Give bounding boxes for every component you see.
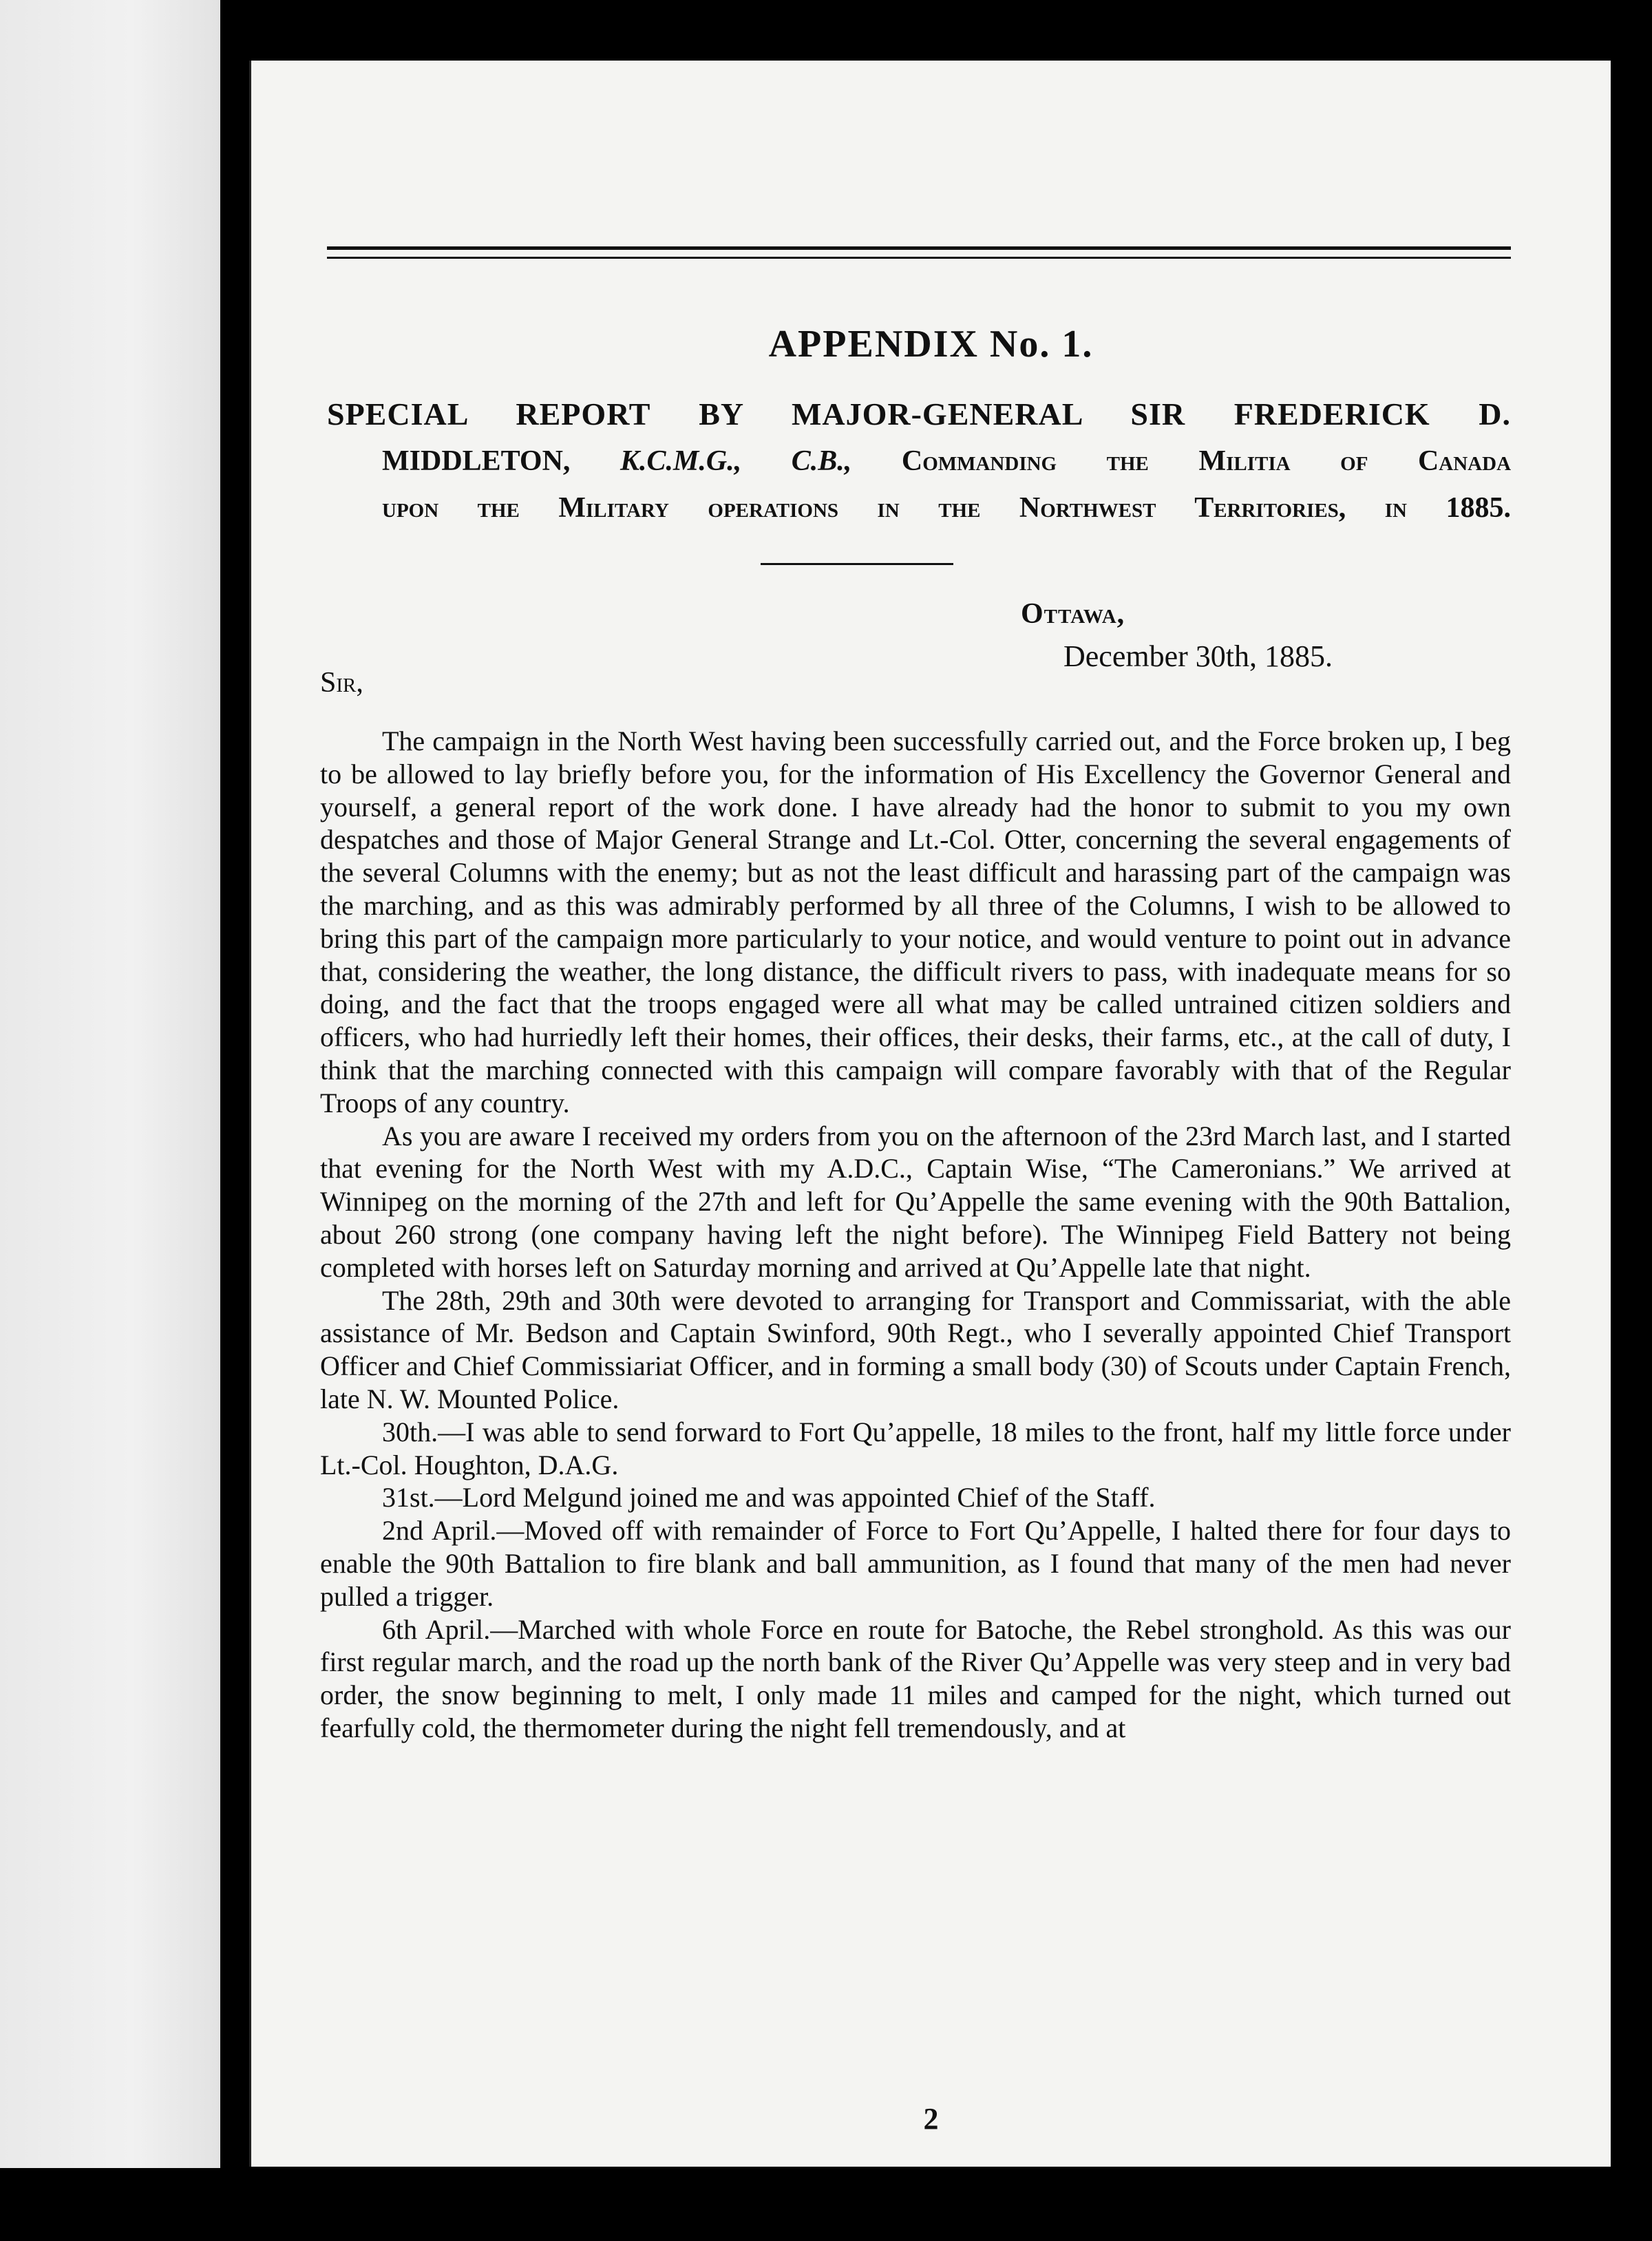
report-body [320, 725, 1511, 1745]
page-number: 2 [923, 2102, 939, 2136]
paragraph: 6th April.—Marched with whole Force en route for Batoche, the Rebel stronghold. As this was our first regular march, and the road up the north bank of the River Qu’Appelle was very steep and in very bad order, the snow beginning to melt, I only made 11 miles and camped for the night, which turned out fearfully cold, the thermometer during the night fell tremendously, and at [320, 1613, 1511, 1743]
heading-line-1: SPECIAL REPORT BY MAJOR-GENERAL SIR FREDERICK D. [327, 396, 1511, 432]
heading-line-3: upon the Military operations in the Northwest Territories, in 1885. [382, 492, 1511, 524]
paragraph: 31st.—Lord Melgund joined me and was appointed Chief of the Staff. [382, 1482, 1156, 1514]
letter-salutation: Sir, [320, 667, 363, 699]
appendix-title: APPENDIX No. 1. [768, 323, 1094, 365]
report-heading [327, 391, 1511, 531]
heading-name: MIDDLETON, [382, 445, 571, 477]
paragraph: The campaign in the North West having been successfully carried out, and the Force broken up, I beg to be allowed to lay briefly before you, for the information of His Excellency the Governor General and yourself, a general report of the work done. I have already had the honor to submit to you my own despatches and those of Major General Strange and Lt.-Col. Otter, concerning the several engagements of the several Columns with the enemy; but as not the least difficult and harassing part of the campaign was the marching, and as this was admirably performed by all three of the Columns, I wish to be allowed to bring this part of the campaign more particularly to your notice, and would venture to point out in advance that, considering the weather, the long distance, the difficult rivers to pass, with inadequate means for so doing, and the fact that the troops engaged were all what may be called untrained citizen soldiers and officers, who had hurriedly left their homes, their offices, their desks, their farms, etc., at the call of duty, I think that the marching connected with this campaign will compare favorably with that of the Regular Troops of any country. [320, 725, 1511, 1118]
heading-line-2 [327, 438, 1511, 485]
short-rule-divider [761, 563, 953, 565]
scan-border [0, 2168, 1652, 2241]
heading-command: Commanding the Militia of Canada [901, 445, 1512, 477]
facing-page-edge [0, 0, 220, 2241]
double-rule-divider [327, 246, 1511, 259]
paragraph: The 28th, 29th and 30th were devoted to arranging for Transport and Commissariat, with the able assistance of Mr. Bedson and Captain Swinford, 90th Regt., who I severally appointed Chief Transport Officer and Chief Commissiariat Officer, and in forming a small body (30) of Scouts under Captain French, late N. W. Mounted Police. [320, 1284, 1511, 1414]
paragraph: 2nd April.—Moved off with remainder of Force to Fort Qu’Appelle, I halted there for four days to enable the 90th Battalion to fire blank and ball ammunition, as I found that many of the men had never pulled a trigger. [320, 1515, 1511, 1612]
document-page [249, 61, 1611, 2167]
letter-date: December 30th, 1885. [1063, 639, 1333, 673]
paragraph: As you are aware I received my orders from you on the afternoon of the 23rd March last, and I started that evening for the North West with my A.D.C., Captain Wise, “The Cameronians.” We arrived at Winnipeg on the morning of the 27th and left for Qu’Appelle the same evening with the 90th Battalion, about 260 strong (one company having left the night before). The Winnipeg Field Battery not being completed with horses left on Saturday morning and arrived at Qu’Appelle late that night. [320, 1120, 1511, 1283]
letter-place: Ottawa, [1021, 598, 1125, 630]
paragraph: 30th.—I was able to send forward to Fort Qu’appelle, 18 miles to the front, half my little force under Lt.-Col. Houghton, D.A.G. [320, 1416, 1511, 1480]
heading-honours: K.C.M.G., C.B., [620, 445, 852, 477]
